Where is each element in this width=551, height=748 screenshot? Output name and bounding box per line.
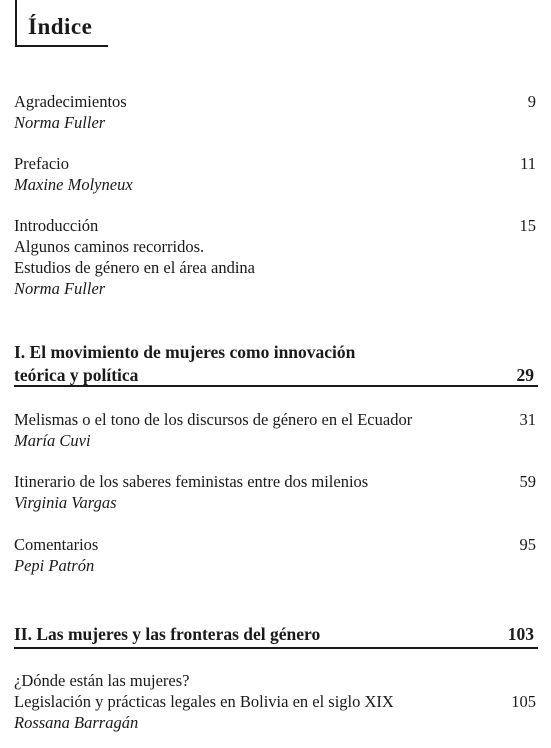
entry-title-line: Introducción	[14, 216, 99, 235]
entry-page-number: 15	[519, 216, 536, 235]
entry-author: Norma Fuller	[14, 113, 106, 132]
entry-author: María Cuvi	[14, 431, 91, 450]
entry-page-number: 11	[520, 154, 536, 173]
page-title: Índice	[28, 14, 93, 39]
section-title-line: I. El movimiento de mujeres como innovación	[14, 342, 356, 362]
section-page-number: 29	[516, 365, 534, 385]
section-heading-1	[14, 341, 538, 387]
entry-page-number: 105	[511, 692, 536, 711]
entry-page-number: 59	[519, 472, 536, 491]
section-divider-rule	[14, 385, 538, 387]
toc-entry-donde-estan-las-mujeres	[14, 670, 536, 733]
entry-author: Maxine Molyneux	[14, 175, 133, 194]
entry-author: Norma Fuller	[14, 279, 106, 298]
entry-page-number: 95	[519, 535, 536, 554]
toc-entry-agradecimientos	[14, 91, 536, 133]
entry-title-line: Itinerario de los saberes feministas entre dos milenios	[14, 472, 369, 491]
entry-page-number: 9	[527, 92, 536, 111]
entry-title-line: Legislación y prácticas legales en Bolivia en el siglo XIX	[14, 692, 394, 711]
entry-title-line: Prefacio	[14, 154, 69, 173]
toc-entry-itinerario	[14, 471, 536, 513]
toc-entry-prefacio	[14, 153, 536, 195]
entry-title-line: Estudios de género en el área andina	[14, 258, 255, 277]
entry-author: Virginia Vargas	[14, 493, 117, 512]
section-heading-2	[14, 623, 538, 646]
entry-title-line: Melismas o el tono de los discursos de género en el Ecuador	[14, 410, 413, 429]
heading-underline	[15, 45, 108, 47]
entry-page-number: 31	[519, 410, 536, 429]
section-title-line: II. Las mujeres y las fronteras del género	[14, 624, 321, 644]
entry-title-line: Agradecimientos	[14, 92, 127, 111]
toc-entry-melismas	[14, 409, 536, 451]
section-divider-rule	[14, 647, 538, 649]
entry-title-line: Algunos caminos recorridos.	[14, 237, 205, 256]
toc-entry-comentarios	[14, 534, 536, 576]
section-page-number: 103	[507, 624, 534, 644]
toc-entry-introduccion	[14, 215, 536, 299]
heading-left-rule	[15, 0, 17, 46]
entry-author: Pepi Patrón	[14, 556, 95, 575]
section-title-line: teórica y política	[14, 365, 139, 385]
entry-title-line: Comentarios	[14, 535, 99, 554]
entry-title-line: ¿Dónde están las mujeres?	[14, 671, 190, 690]
entry-author: Rossana Barragán	[14, 713, 139, 732]
